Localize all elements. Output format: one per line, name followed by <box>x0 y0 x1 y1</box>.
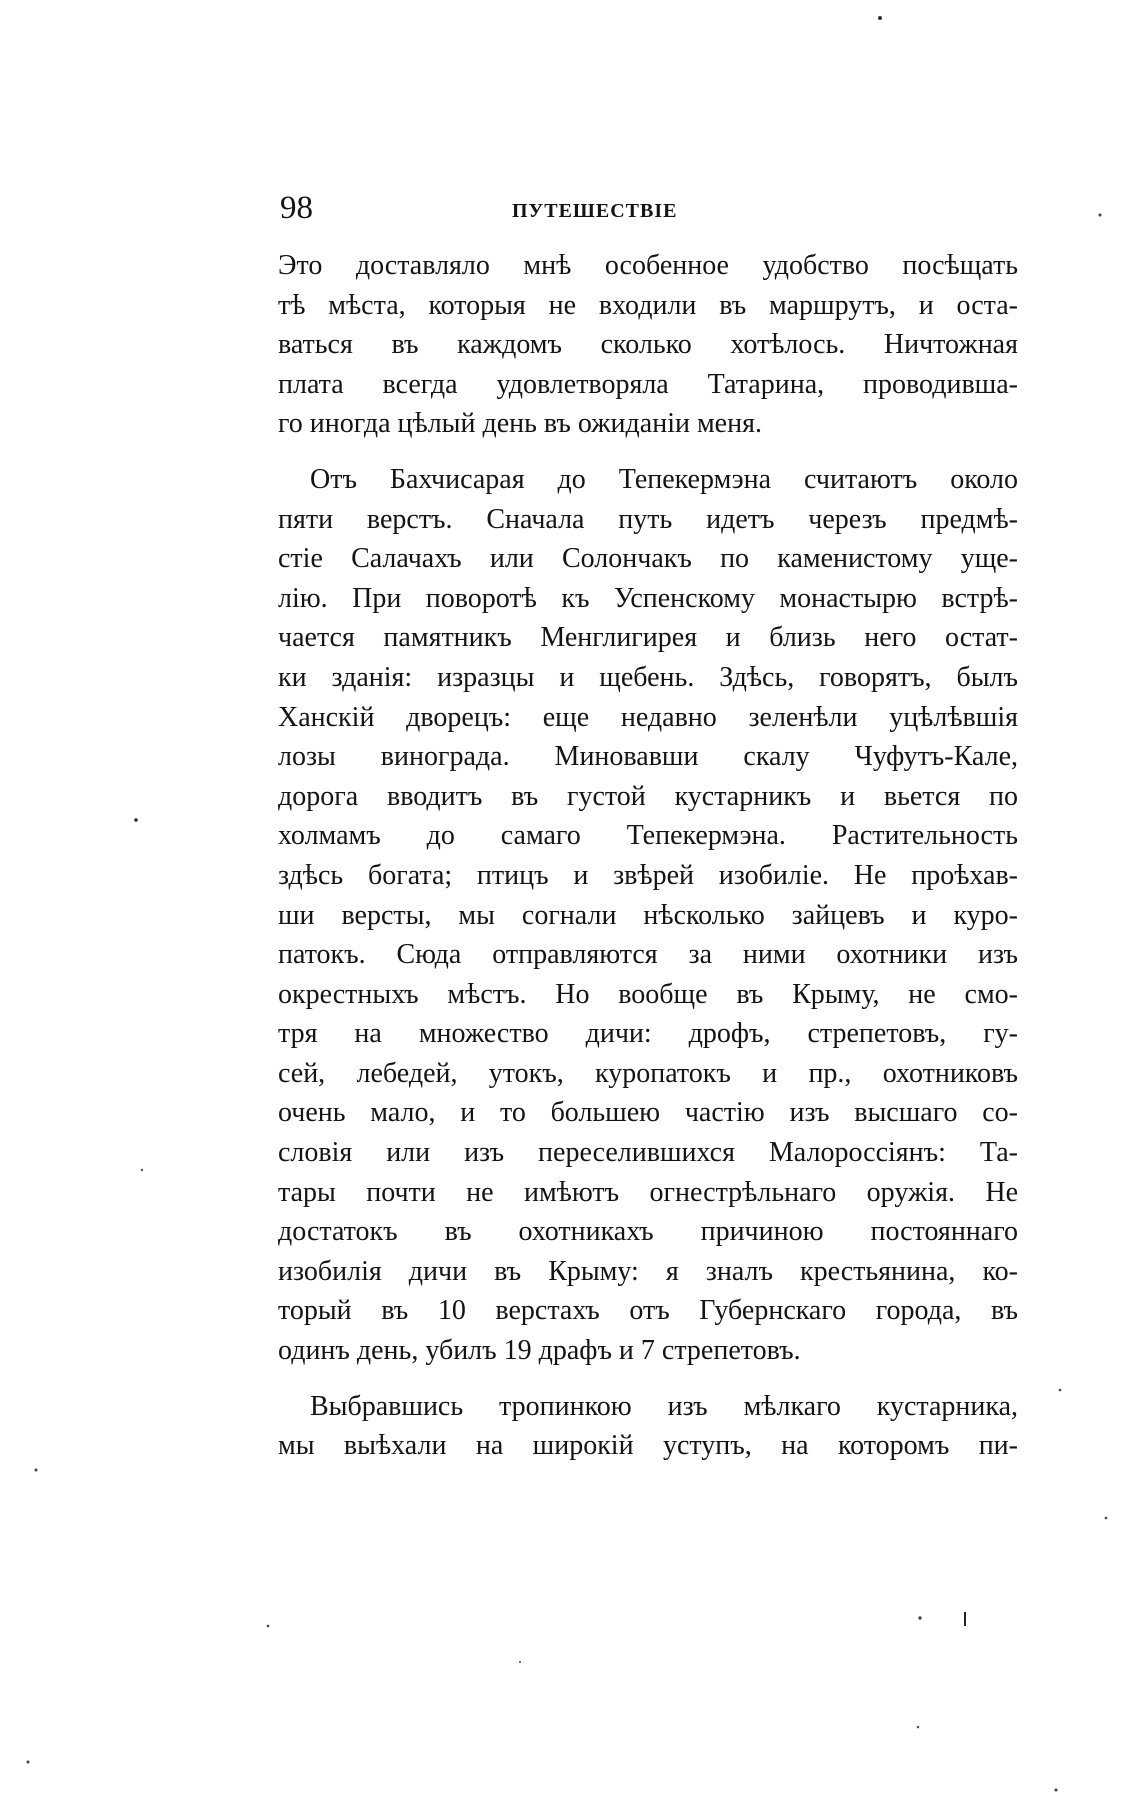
text-line: стіе Салачахъ или Солончакъ по каменистому уще- <box>278 543 1018 575</box>
page-number: 98 <box>280 190 313 226</box>
text-line: пяти верстъ. Сначала путь идетъ черезъ предмѣ- <box>278 503 1018 535</box>
text-line: чается памятникъ Менглигирея и близь него остат- <box>278 622 1018 654</box>
paragraph-2 <box>278 460 1018 1371</box>
text-line: Это доставляло мнѣ особенное удобство посѣщать <box>278 250 1018 281</box>
text-line: лію. При поворотѣ къ Успенскому монастырю встрѣ- <box>278 582 1018 614</box>
text-line: тря на множество дичи: дрофъ, стрепетовъ, гу- <box>278 1018 1018 1050</box>
text-line: сей, лебедей, утокъ, куропатокъ и пр., охотниковъ <box>278 1057 1018 1089</box>
text-line: Отъ Бахчисарая до Тепекермэна считаютъ около <box>310 463 1018 495</box>
text-line: здѣсь богата; птицъ и звѣрей изобиліе. Не проѣхав- <box>278 859 1018 891</box>
text-line: патокъ. Сюда отправляются за ними охотники изъ <box>278 939 1018 971</box>
paragraph-gap <box>278 444 1018 460</box>
text-line: Выбравшись тропинкою изъ мѣлкаго кустарника, <box>310 1390 1018 1422</box>
text-line: достатокъ въ охотникахъ причиною постояннаго <box>278 1216 1018 1248</box>
page-header <box>280 188 1020 238</box>
paragraph-3 <box>278 1387 1018 1466</box>
text-line: тары почти не имѣютъ огнестрѣльнаго оружія. Не <box>278 1176 1018 1208</box>
text-line: словія или изъ переселившихся Малороссіянъ: Та- <box>278 1137 1018 1169</box>
running-head: ПУТЕШЕСТВІЕ <box>512 200 678 222</box>
text-line: торый въ 10 верстахъ отъ Губернскаго города, въ <box>278 1295 1018 1327</box>
text-line: окрестныхъ мѣстъ. Но вообще въ Крыму, не смо- <box>278 978 1018 1010</box>
text-line: холмамъ до самаго Тепекермэна. Растительность <box>278 820 1018 852</box>
text-line: ки зданія: изразцы и щебень. Здѣсь, говорятъ, былъ <box>278 661 1018 693</box>
text-line: дорога вводитъ въ густой кустарникъ и вьется по <box>278 780 1018 812</box>
text-line: тѣ мѣста, которыя не входили въ маршрутъ, и оста- <box>278 289 1018 321</box>
text-line: го иногда цѣлый день въ ожиданіи меня. <box>278 408 762 440</box>
text-line: ши версты, мы согнали нѣсколько зайцевъ и куро- <box>278 899 1018 931</box>
body-text <box>278 246 1018 1466</box>
paragraph-1 <box>278 246 1018 444</box>
text-line: мы выѣхали на широкій уступъ, на которомъ пи- <box>278 1430 1018 1462</box>
text-line: изобилія дичи въ Крыму: я зналъ крестьянина, ко- <box>278 1255 1018 1287</box>
text-line: Ханскій дворецъ: еще недавно зеленѣли уцѣлѣвшія <box>278 701 1018 733</box>
paragraph-gap <box>278 1371 1018 1387</box>
text-line: плата всегда удовлетворяла Татарина, проводившa- <box>278 368 1018 400</box>
text-line: одинъ день, убилъ 19 драфъ и 7 стрепетовъ. <box>278 1335 801 1367</box>
text-line: лозы винограда. Миновавши скалу Чуфутъ-Кале, <box>278 741 1018 773</box>
text-line: ваться въ каждомъ сколько хотѣлось. Ничтожная <box>278 329 1018 361</box>
text-line: очень мало, и то большею частію изъ высшаго со- <box>278 1097 1018 1129</box>
